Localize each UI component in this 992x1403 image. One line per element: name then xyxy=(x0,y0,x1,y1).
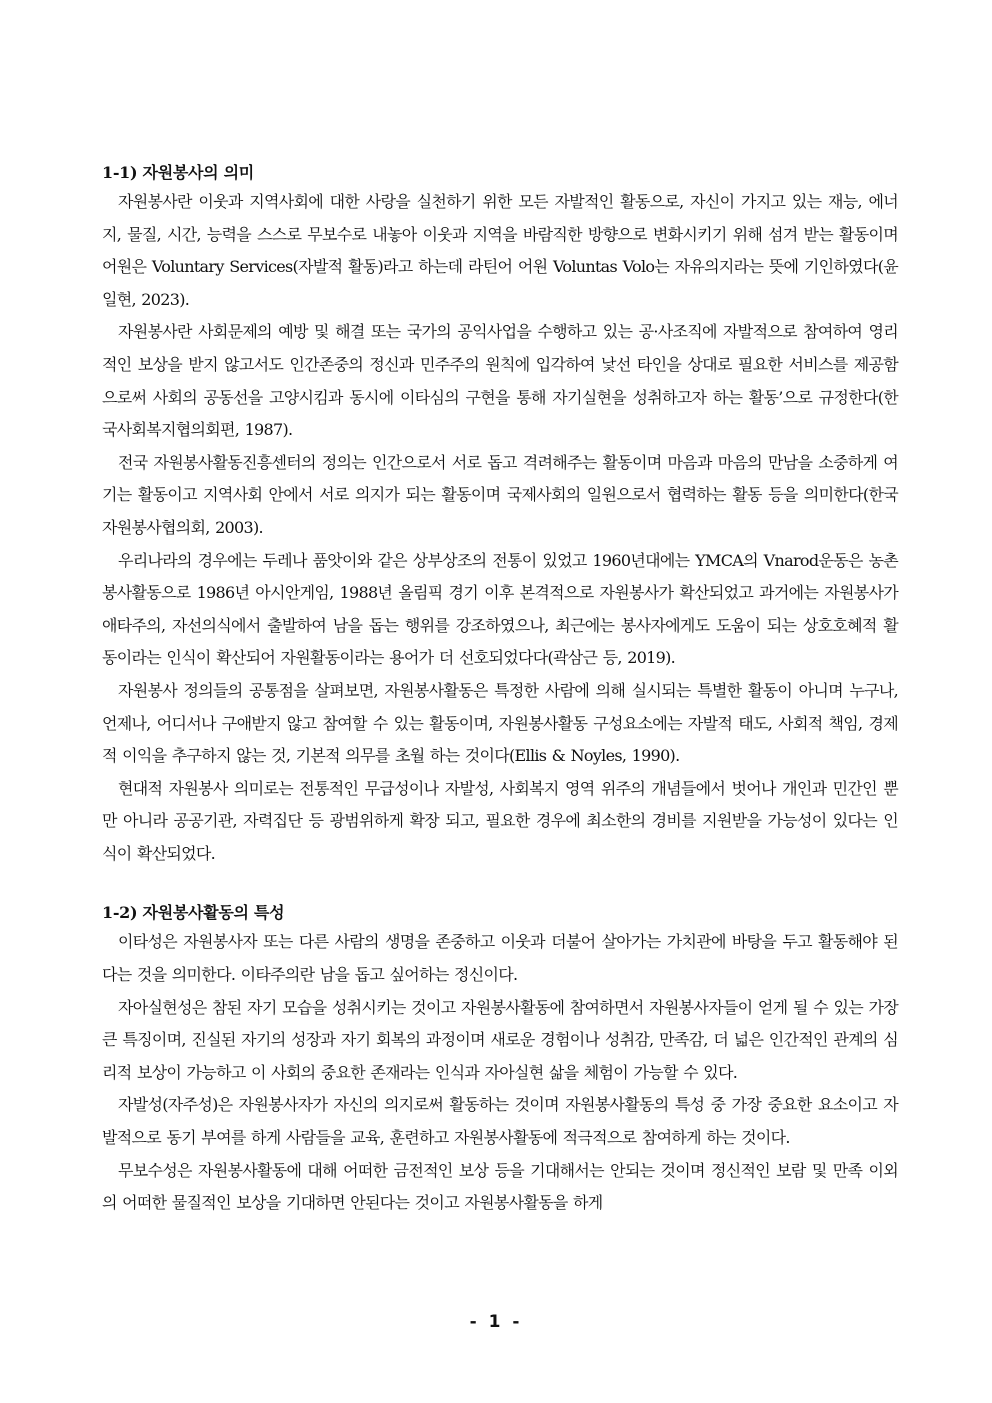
paragraph: 자원봉사란 사회문제의 예방 및 해결 또는 국가의 공익사업을 수행하고 있는 공·사조직에 자발적으로 참여하여 영리적인 보상을 받지 않고서도 인간존중의 정신과 민주주의 원칙에 입각하여 낯선 타인을 상대로 필요한 서비스를 제공함으로써 사회의 공동선을 고양시킴과 동시에 이타심의 구현을 통해 자기실현을 성취하고자 하는 활동’으로 규정한다(한국사회복지협의회편, 1987). xyxy=(102,322,898,440)
document-body xyxy=(102,160,898,1220)
section-heading: 1-2) 자원봉사활동의 특성 xyxy=(102,903,285,923)
paragraph: 전국 자원봉사활동진흥센터의 정의는 인간으로서 서로 돕고 격려해주는 활동이며 마음과 마음의 만남을 소중하게 여기는 활동이고 지역사회 안에서 서로 의지가 되는 활동이며 국제사회의 일원으로서 협력하는 활동 등을 의미한다(한국자원봉사협의회, 2003). xyxy=(102,452,898,537)
section-heading: 1-1) 자원봉사의 의미 xyxy=(102,163,254,182)
paragraph: 무보수성은 자원봉사활동에 대해 어떠한 금전적인 보상 등을 기대해서는 안되는 것이며 정신적인 보람 및 만족 이외의 어떠한 물질적인 보상을 기대하면 안된다는 것이고 자원봉사활동을 하게 xyxy=(102,1160,898,1213)
section-characteristics xyxy=(102,900,898,1219)
paragraph: 이타성은 자원봉사자 또는 다른 사람의 생명을 존중하고 이웃과 더불어 살아가는 가치관에 바탕을 두고 활동해야 된다는 것을 의미한다. 이타주의란 남을 돕고 싶어하는 정신이다. xyxy=(102,932,898,985)
paragraph: 현대적 자원봉사 의미로는 전통적인 무급성이나 자발성, 사회복지 영역 위주의 개념들에서 벗어나 개인과 민간인 뿐만 아니라 공공기관, 자력집단 등 광범위하게 확장 되고, 필요한 경우에 최소한의 경비를 지원받을 가능성이 있다는 인식이 확산되었다. xyxy=(102,778,898,863)
paragraph: 자아실현성은 참된 자기 모습을 성취시키는 것이고 자원봉사활동에 참여하면서 자원봉사자들이 얻게 될 수 있는 가장 큰 특징이며, 진실된 자기의 성장과 자기 회복의 과정이며 새로운 경험이나 성취감, 만족감, 더 넓은 인간적인 관계의 심리적 보상이 가능하고 이 사회의 중요한 존재라는 인식과 자아실현 삶을 체험이 가능할 수 있다. xyxy=(102,997,898,1082)
section-meaning xyxy=(102,160,898,870)
paragraph: 우리나라의 경우에는 두레나 품앗이와 같은 상부상조의 전통이 있었고 1960년대에는 YMCA의 Vnarod운동은 농촌 봉사활동으로 1986년 아시안게임, 1988년 올림픽 경기 이후 본격적으로 자원봉사가 확산되었고 과거에는 자원봉사가 애타주의, 자선의식에서 출발하여 남을 돕는 행위를 강조하였으나, 최근에는 봉사자에게도 도움이 되는 상호호혜적 활동이라는 인식이 확산되어 자원활동이라는 용어가 더 선호되었다다(곽삼근 등, 2019). xyxy=(102,550,898,668)
paragraph: 자원봉사 정의들의 공통점을 살펴보면, 자원봉사활동은 특정한 사람에 의해 실시되는 특별한 활동이 아니며 누구나, 언제나, 어디서나 구애받지 않고 참여할 수 있는 활동이며, 자원봉사활동 구성요소에는 자발적 태도, 사회적 책임, 경제적 이익을 추구하지 않는 것, 기본적 의무를 초월 하는 것이다(Ellis & Noyles, 1990). xyxy=(102,680,898,766)
paragraph: 자원봉사란 이웃과 지역사회에 대한 사랑을 실천하기 위한 모든 자발적인 활동으로, 자신이 가지고 있는 재능, 에너지, 물질, 시간, 능력을 스스로 무보수로 내놓아 이웃과 지역을 바람직한 방향으로 변화시키기 위해 섬겨 받는 활동이며 어원은 Voluntary Services(자발적 활동)라고 하는데 라틴어 어원 Voluntas Volo는 자유의지라는 뜻에 기인하였다(윤일현, 2023). xyxy=(102,192,898,309)
paragraph: 자발성(자주성)은 자원봉사자가 자신의 의지로써 활동하는 것이며 자원봉사활동의 특성 중 가장 중요한 요소이고 자발적으로 동기 부여를 하게 사람들을 교육, 훈련하고 자원봉사활동에 적극적으로 참여하게 하는 것이다. xyxy=(102,1095,898,1148)
page-number: - 1 - xyxy=(469,1312,523,1332)
